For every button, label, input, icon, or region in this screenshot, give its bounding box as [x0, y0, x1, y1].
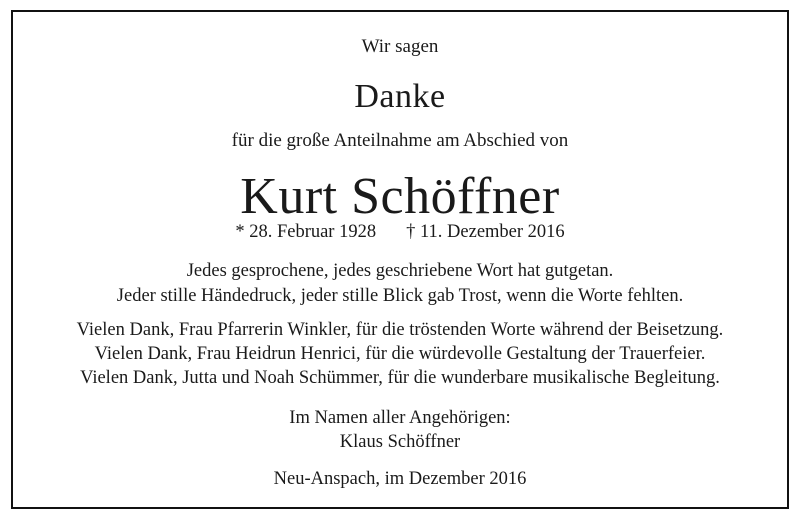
life-dates	[0, 222, 800, 243]
thanks-line: Vielen Dank, Frau Pfarrerin Winkler, für die tröstenden Worte während der Beisetzung.	[76, 320, 724, 340]
quote-line: Jedes gesprochene, jedes geschriebene Wort hat gutgetan.	[186, 261, 614, 281]
quote-line: Jeder stille Händedruck, jeder stille Blick gab Trost, wenn die Worte fehlten.	[116, 286, 684, 306]
death-date: † 11. Dezember 2016	[406, 222, 565, 242]
birth-date: * 28. Februar 1928	[235, 222, 377, 242]
thanks-line: Vielen Dank, Frau Heidrun Henrici, für die würdevolle Gestaltung der Trauerfeier.	[94, 344, 706, 364]
intro-text: Wir sagen	[361, 36, 439, 57]
deceased-name: Kurt Schöffner	[240, 168, 560, 225]
place-date: Neu-Anspach, im Dezember 2016	[273, 469, 527, 489]
subheading-text: für die große Anteilnahme am Abschied von	[231, 130, 569, 151]
heading-danke: Danke	[354, 78, 446, 115]
thanks-line: Vielen Dank, Jutta und Noah Schümmer, für die wunderbare musikalische Begleitung.	[80, 368, 720, 388]
signature-name: Klaus Schöffner	[339, 432, 461, 452]
signature-intro: Im Namen aller Angehörigen:	[289, 408, 511, 428]
